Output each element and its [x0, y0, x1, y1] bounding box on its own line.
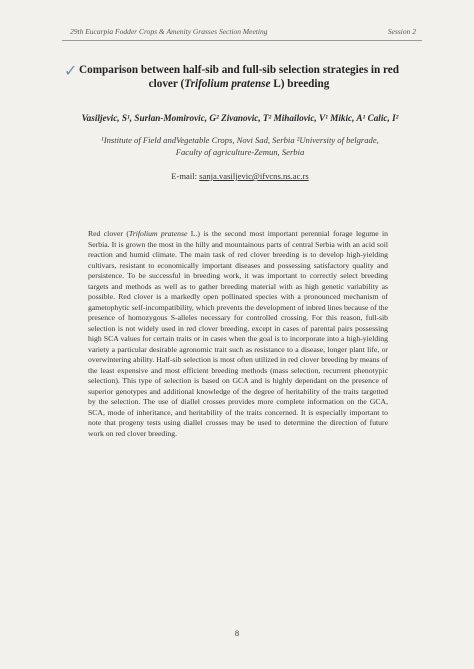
header-divider [62, 40, 422, 41]
page-number: 8 [234, 628, 240, 638]
affiliation-line-1: ¹Institute of Field andVegetable Crops, Novi Sad, Serbia ²University of belgrade, [101, 135, 379, 145]
email-link[interactable]: sanja.vasiljevic@ifvcns.ns.ac.rs [199, 171, 309, 181]
affiliations [60, 135, 420, 158]
title-block [64, 63, 414, 91]
header-session: Session 2 [387, 27, 416, 36]
header-conference: 29th Eucarpia Fodder Crops & Amenity Grasses Section Meeting [70, 27, 268, 36]
email-label: E-mail: [171, 171, 200, 181]
title-species: Trifolium pratense [184, 78, 271, 90]
running-header [70, 27, 416, 36]
abstract-species: Trifolium pratense [128, 229, 188, 238]
author-list: Vasiljevic, S¹, Surlan-Momirovic, G² Zivanovic, T² Mihailovic, V¹ Mikic, A¹ Calic, I² [81, 113, 399, 123]
affiliation-line-2: Faculty of agriculture-Zemun, Serbia [175, 146, 305, 157]
abstract-paragraph: Red clover (Trifolium pratense L.) is the second most important perennial forage legume in Serbia. It is grown the most in the hilly and mountainous parts of central Serbia with an acid soil reaction and humid climate. The main task of red clover breeding is to develop high-yielding cultivars, resistant to economically important diseases and possessing satisfactory quality and persistence. To be successful in breeding work, it was important to correctly select breeding targets and methods as well as to gather breeding material with as high genetic variability as possible. Red clover is a markedly open pollinated species with a pronounced mechanism of gametophytic self-incompatibility, which prevents the development of inbred lines because of the presence of homozygous S-alleles necessary for controlled crossing. For this reason, full-sib selection is not widely used in red clover breeding, except in cases of parental pairs possessing high SCA values for certain traits or in cases when the goal is to incorporate into a high-yielding variety a particular desirable agronomic trait such as resistance to a disease, longer plant life, or overwintering ability. Half-sib selection is most often utilized in red clover breeding by means of the least expensive and most efficient breeding methods (mass selection, recurrent phenotypic selection). This type of selection is based on GCA and is highly dependant on the presence of superior genotypes and additional knowledge of the degree of heritability of the traits targetted by the selection. The use of diallel crosses provides more complete information on the GCA, SCA, mode of inheritance, and heritability of the traits concerned. It is especially important to note that progeny tests using diallel crosses may be used to determine the direction of future work on red clover breeding. [88, 229, 388, 438]
handwritten-checkmark-icon: ✓ [64, 61, 78, 80]
paper-title: Comparison between half-sib and full-sib selection strategies in red clover (Trifolium pratense L) breeding [79, 64, 399, 90]
contact-email [60, 171, 420, 181]
